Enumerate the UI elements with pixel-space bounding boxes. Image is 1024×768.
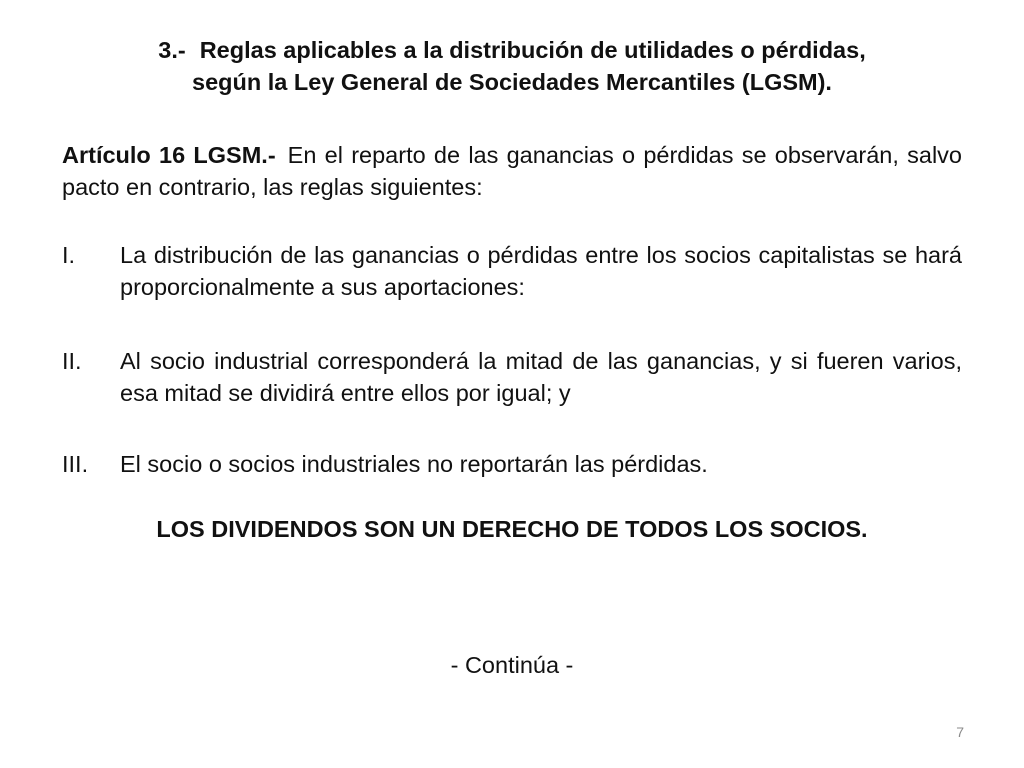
continuation-note: - Continúa -: [450, 652, 574, 678]
dividends-statement: LOS DIVIDENDOS SON UN DERECHO DE TODOS LOS SOCIOS.: [156, 516, 868, 542]
rule-text: La distribución de las ganancias o pérdidas entre los socios capitalistas se hará proporcionalmente a sus aportaciones:: [120, 242, 962, 300]
title-line-1-text: Reglas aplicables a la distribución de utilidades o pérdidas,: [199, 37, 866, 63]
article-text: En el reparto de las ganancias o pérdidas se observarán, salvo pacto en contrario, las reglas siguientes:: [62, 142, 963, 200]
rule-text: El socio o socios industriales no reportarán las pérdidas.: [120, 451, 708, 477]
rule-item: [62, 345, 962, 409]
rule-item: [62, 239, 962, 303]
rule-numeral: III.: [62, 451, 89, 477]
rule-numeral: II.: [62, 348, 82, 374]
rule-item: [62, 448, 962, 480]
page-number: 7: [956, 724, 964, 740]
article-label: Artículo 16 LGSM.-: [62, 142, 276, 168]
slide-title: [60, 34, 964, 98]
title-line-2: según la Ley General de Sociedades Mercantiles (LGSM).: [192, 69, 832, 95]
title-number: 3.-: [158, 37, 186, 63]
title-line-1: [60, 34, 964, 66]
rule-text: Al socio industrial corresponderá la mitad de las ganancias, y si fueren varios, esa mitad se dividirá entre ellos por igual; y: [120, 348, 962, 406]
article-paragraph: [62, 139, 962, 203]
rule-numeral: I.: [62, 242, 76, 268]
